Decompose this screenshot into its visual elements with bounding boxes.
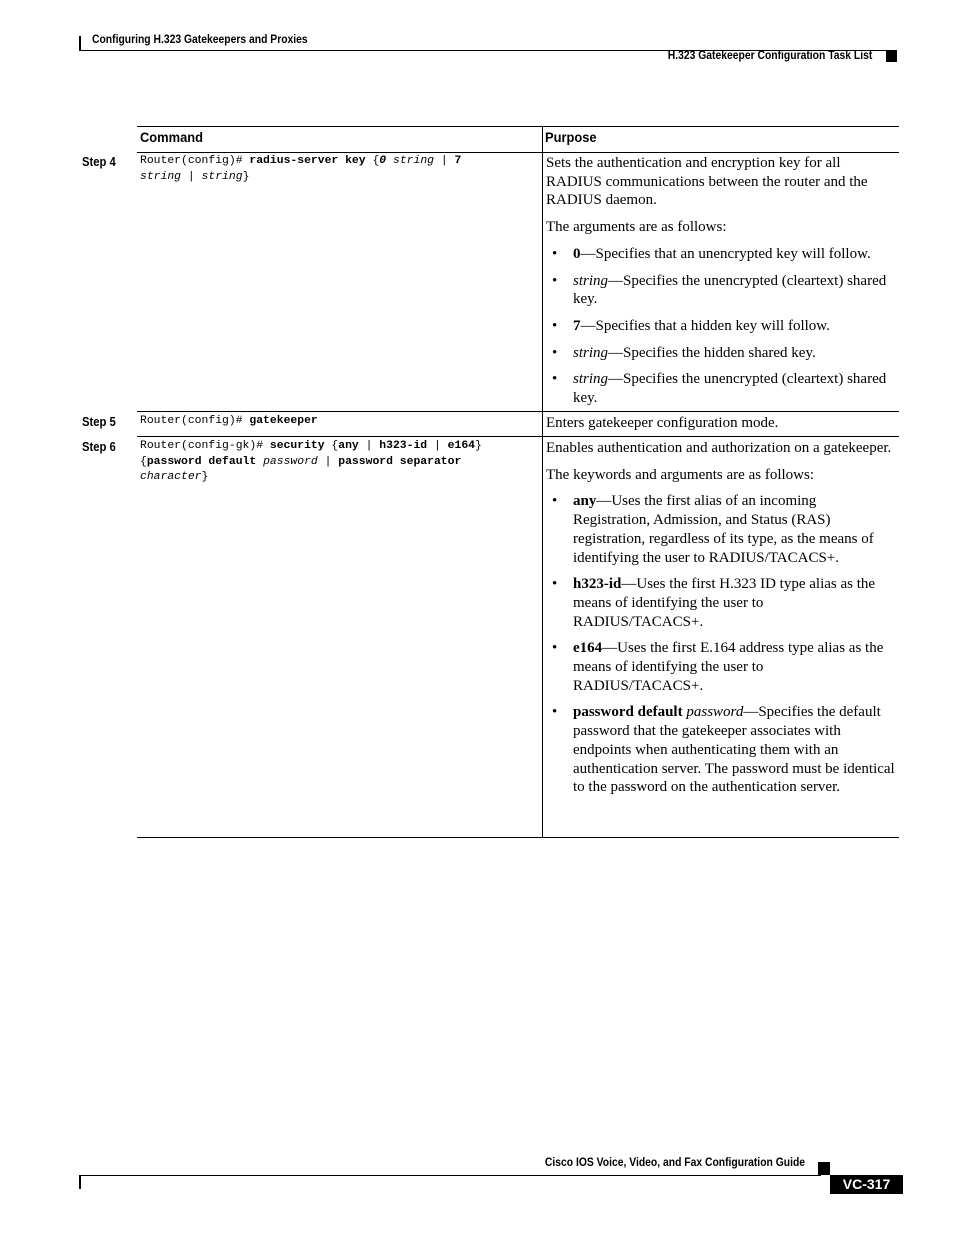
list-item: • any—Uses the first alias of an incoming Registration, Admission, and Status (RAS) registration, regardless of its type, as the means of identifying the user to RADIUS/TACACS+. [552, 493, 874, 566]
purpose-description: Sets the authentication and encryption key for all RADIUS communications between the router and the RADIUS daemon. [546, 155, 868, 209]
purpose-description: Enables authentication and authorization on a gatekeeper. [546, 440, 892, 456]
page-number: VC-317 [830, 1175, 903, 1194]
purpose-intro: The arguments are as follows: [546, 219, 727, 236]
command-text: Router(config-gk)# security {any | h323-id | e164} {password default password | password separator character} [140, 440, 482, 483]
command-text: Router(config)# gatekeeper [140, 415, 318, 427]
table-top-rule [137, 126, 899, 127]
purpose-intro: The keywords and arguments are as follows: [546, 466, 814, 483]
table-bottom-rule [137, 837, 899, 838]
purpose-text [546, 439, 896, 805]
list-item: • e164—Uses the first E.164 address type alias as the means of identifying the user to RADIUS/TACACS+. [552, 640, 884, 694]
list-item: • string—Specifies the hidden shared key. [552, 344, 816, 361]
footer-marker [818, 1162, 830, 1175]
argument-list [546, 245, 896, 408]
list-item: • 0—Specifies that an unencrypted key will follow. [552, 245, 871, 262]
purpose-text [546, 154, 896, 416]
list-item: • string—Specifies the unencrypted (cleartext) shared key. [552, 272, 887, 308]
step-label: Step 6 [82, 440, 116, 454]
column-header-command: Command [140, 129, 203, 145]
keyword-list [546, 492, 896, 797]
list-item: • 7—Specifies that a hidden key will follow. [552, 317, 830, 334]
list-item: • password default password—Specifies the default password that the gatekeeper associates with endpoints when authenticating them with an authentication server. The password must be identical to the password on the authentication server. [552, 704, 895, 796]
purpose-description: Enters gatekeeper configuration mode. [546, 415, 779, 431]
footer-left-bar [79, 1176, 81, 1189]
column-header-purpose: Purpose [545, 129, 597, 145]
table-header-rule [137, 152, 899, 153]
command-text: Router(config)# radius-server key {0 string | 7 string | string} [140, 155, 462, 183]
chapter-title: Configuring H.323 Gatekeepers and Proxies [92, 34, 308, 46]
column-divider [542, 126, 543, 838]
guide-title: Cisco IOS Voice, Video, and Fax Configuration Guide [544, 1157, 805, 1169]
purpose-text [546, 414, 896, 441]
footer-rule [79, 1175, 821, 1176]
step-label: Step 4 [82, 155, 116, 169]
header-marker [886, 51, 897, 62]
list-item: • string—Specifies the unencrypted (cleartext) shared key. [552, 371, 887, 407]
section-title: H.323 Gatekeeper Configuration Task List [667, 50, 872, 62]
list-item: • h323-id—Uses the first H.323 ID type alias as the means of identifying the user to RADIUS/TACACS+. [552, 576, 876, 630]
step-label: Step 5 [82, 415, 116, 429]
header-left-bar [79, 36, 81, 51]
